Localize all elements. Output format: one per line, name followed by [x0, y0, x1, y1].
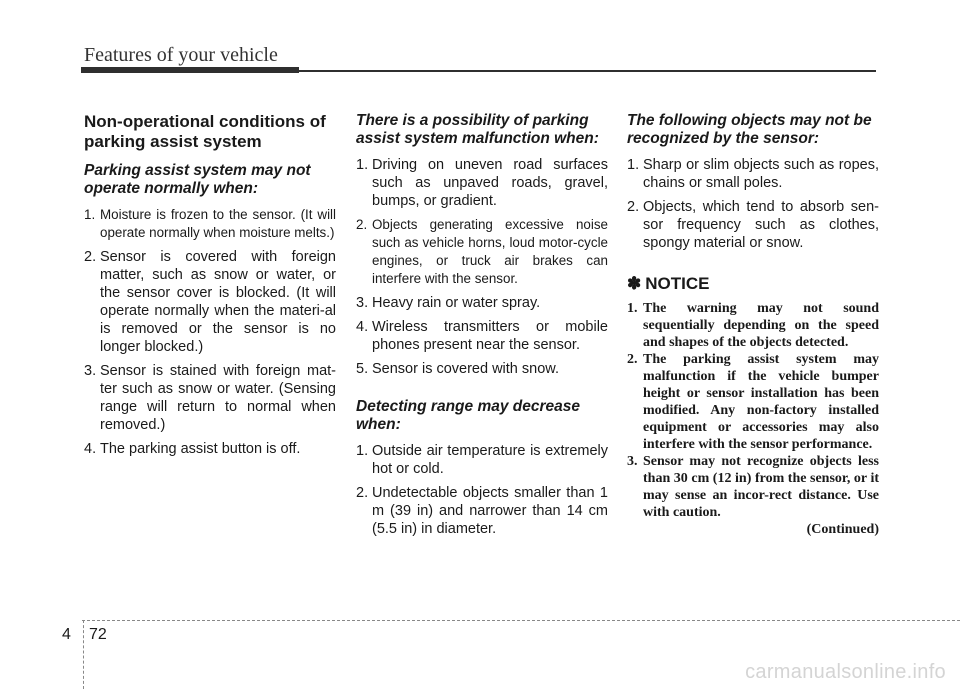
notice-heading: ✽ NOTICE — [627, 274, 710, 293]
objects-list — [627, 156, 879, 252]
malfunction-list — [356, 156, 608, 378]
notice-item: 1. The warning may not sound sequentially depending on the speed and shapes of the objects detected. — [627, 301, 879, 350]
list-item: 1. Outside air temperature is extremely hot or cold. — [356, 443, 608, 477]
continued-label: (Continued) — [806, 522, 879, 537]
list-item: 1. Driving on uneven road surfaces such as unpaved roads, gravel, bumps, or gradient. — [356, 157, 608, 209]
list-item: 1. Moisture is frozen to the sensor. (It will operate normally when moisture melts.) — [84, 207, 336, 240]
header-bar — [81, 67, 299, 73]
section-subtitle: There is a possibility of parking assist system malfunction when: — [356, 112, 599, 147]
section-subtitle: Parking assist system may not operate normally when: — [84, 162, 311, 197]
column-right — [627, 112, 879, 538]
list-item: 2. Undetectable objects smaller than 1 m (39 in) and narrower than 14 cm (5.5 in) in diameter. — [356, 485, 608, 537]
list-item: 4. The parking assist button is off. — [84, 441, 301, 457]
list-item: 1. Sharp or slim objects such as ropes, chains or small poles. — [627, 157, 879, 191]
header-rule — [299, 70, 876, 72]
list-item: 5. Sensor is covered with snow. — [356, 361, 559, 377]
list-item: 2. Sensor is covered with foreign matter, such as snow or water, or the sensor cover is blocked. (It will operate normally when the materi-al is removed or the sensor is no longer blocked.) — [84, 249, 336, 355]
notice-list — [627, 300, 879, 521]
condition-list — [84, 206, 336, 458]
page-number: 72 — [89, 626, 107, 643]
list-item: 4. Wireless transmitters or mobile phones present near the sensor. — [356, 319, 608, 353]
list-item: 2. Objects, which tend to absorb sen-sor frequency such as clothes, spongy material or snow. — [627, 199, 879, 251]
list-item: 2. Objects generating excessive noise such as vehicle horns, loud motor-cycle engines, or truck air brakes can interfere with the sensor. — [356, 217, 608, 286]
footer-divider — [83, 620, 84, 689]
notice-star-icon: ✽ — [627, 274, 642, 293]
section-subtitle: The following objects may not be recognized by the sensor: — [627, 112, 872, 147]
watermark: carmanualsonline.info — [745, 661, 946, 683]
list-item: 3. Sensor is stained with foreign mat-ter such as snow or water. (Sensing range will return to normal when removed.) — [84, 363, 336, 433]
section-title: Non-operational conditions of parking assist system — [84, 112, 326, 151]
column-left — [84, 112, 336, 464]
list-item: 3. Heavy rain or water spray. — [356, 295, 541, 311]
chapter-number: 4 — [62, 626, 71, 643]
section-subtitle: Detecting range may decrease when: — [356, 398, 580, 433]
range-list — [356, 442, 608, 538]
notice-item: 3. Sensor may not recognize objects less than 30 cm (12 in) from the sensor, or it may sense an incor-rect distance. Use with caution. — [627, 454, 879, 520]
page-header-title: Features of your vehicle — [84, 44, 278, 66]
footer-rule — [82, 620, 960, 621]
column-middle — [356, 112, 608, 544]
notice-item: 2. The parking assist system may malfunction if the vehicle bumper height or sensor installation has been modified. Any non-factory installed equipment or accessories may also interfere with the sensor performance. — [627, 352, 879, 452]
